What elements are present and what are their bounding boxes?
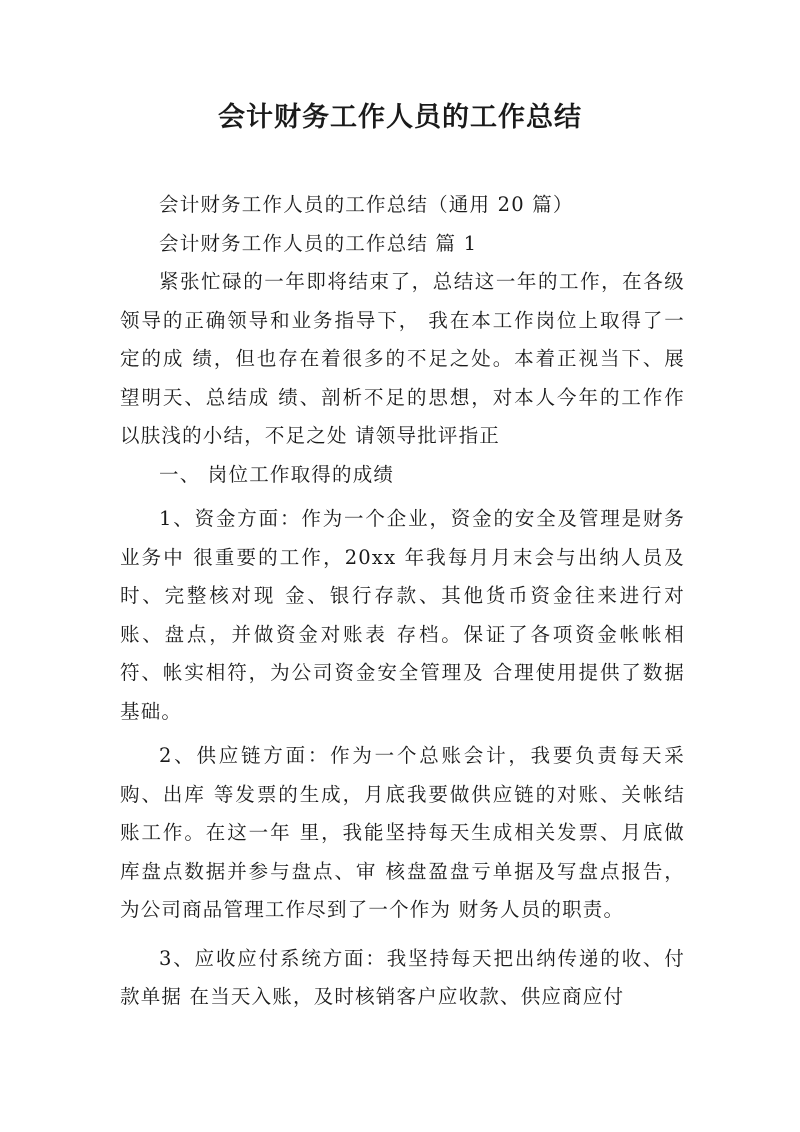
paragraph-receivables-payables: 3、应收应付系统方面：我坚持每天把出纳传递的收、付款单据 在当天入账，及时核销客户应收款、供应商应付 [120,946,685,1008]
document-title: 会计财务工作人员的工作总结 [218,102,582,133]
document-subtitle: 会计财务工作人员的工作总结（通用 20 篇） [159,193,574,216]
document-body [120,186,685,1017]
intro-paragraph: 紧张忙碌的一年即将结束了，总结这一年的工作，在各级领导的正确领导和业务指导下， 我在本工作岗位上取得了一定的成 绩，但也存在着很多的不足之处。本着正视当下、展望明天、总结成 绩、剖析不足的思想，对本人今年的工作作以肤浅的小结，不足之处 请领导批评指正 [120,270,685,447]
article-heading: 会计财务工作人员的工作总结 篇 1 [159,231,478,255]
paragraph-supply-chain: 2、供应链方面：作为一个总账会计，我要负责每天采购、出库 等发票的生成，月底我要做供应链的对账、关帐结账工作。在这一年 里，我能坚持每天生成相关发票、月底做库盘点数据并参与盘点、审 核盘盈盘亏单据及写盘点报告， 为公司商品管理工作尽到了一个作为 财务人员的职责。 [120,744,685,921]
section-heading: 一、 岗位工作取得的成绩 [159,462,395,486]
paragraph-funds: 1、资金方面：作为一个企业，资金的安全及管理是财务业务中 很重要的工作，20xx 年我每月月末会与出纳人员及时、完整核对现 金、银行存款、其他货币资金往来进行对账、盘点，并做资金对账表 存档。保证了各项资金帐帐相符、帐实相符，为公司资金安全管理及 合理使用提供了数据基础。 [120,507,685,723]
